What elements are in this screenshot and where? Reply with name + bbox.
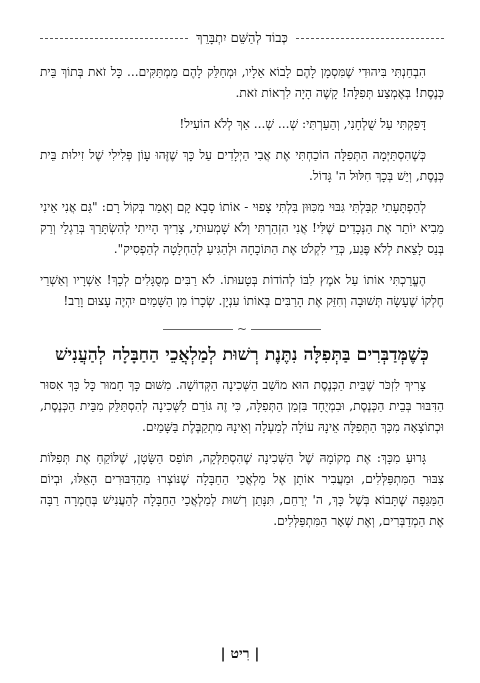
paragraph: כְּשֶׁהִסְתַּיְּמָה הַתְּפִלָּה הוֹכַחְתִּי אֶת אֲבִי הַיְלָדִים עַל כָּךְ שֶׁזֶּהוּ עָוֹן פְּלִילִי שֶׁל זִילוּת בֵּית כְּנֶסֶת, וְיֵשׁ בְּכָךְ חִלּוּל ה' גָּדוֹל.: [40, 148, 444, 183]
section-divider: [40, 322, 444, 336]
paragraph: גָּרוּעַ מִכָּךְ: אֶת מְקוֹמָהּ שֶׁל הַשְּׁכִינָה שֶׁהִסְתַּלְּקָה, תּוֹפֵס הַשָּׂטָן, שֶׁלּוֹקֵחַ אֶת תְּפִלּוֹת צִבּוּר הַמִּתְפַּלְּלִים, וּמַעֲבִיר אוֹתָן אֶל מַלְאֲכֵי הַחַבָּלָה שֶׁנּוֹצְרוּ מֵהַדִּבּוּרִים הָאֵלּוּ, וּבְיוֹם הַמַּגֵּפָה שֶׁתָּבוֹא בְּשֶׁל כָּךְ, ה' יְרַחֵם, תִּנָּתֵן רְשׁוּת לְמַלְאֲכֵי הַחַבָּלָה לְהַעֲנִישׁ בְּחֻמְרָה רַבָּה אֶת הַמְדַבְּרִים, וְאֶת שְׁאָר הַמִּתְפַּלְּלִים.: [40, 451, 444, 528]
running-head: [40, 30, 444, 46]
paragraph: הֶעֱרַכְתִּי אוֹתוֹ עַל אֹמֶץ לִבּוֹ לְהוֹדוֹת בְּטָעוּתוֹ. לֹא רַבִּים מְסֻגָּלִים לְכָךְ! אַשְׁרָיו וְאַשְׁרֵי חֶלְקוֹ שֶׁעָשָׂה תְּשׁוּבָה וְחִזֵּק אֶת הָרַבִּים בְּאוֹתוֹ עִנְיָן. שְׂכָרוֹ מִן הַשָּׁמַיִם יִהְיֶה עָצוּם וָרַב!: [40, 273, 444, 308]
divider-line-right: [251, 329, 321, 330]
paragraph: הִבְחַנְתִּי בִּיהוּדִי שֶׁמִּסְמָן לָהֶם לָבוֹא אֵלָיו, וּמְחַלֵּק לָהֶם מַמְתַּקִּים... כָּל זֹאת בְּתוֹךְ בֵּית כְּנֶסֶת! בְּאֶמְצַע תְּפִלָּה! קָשֶׁה הָיָה לִרְאוֹת זֹאת.: [40, 65, 444, 100]
paragraph: צָרִיךְ לִזְכֹּר שֶׁבֵּית הַכְּנֶסֶת הוּא מוֹשַׁב הַשְּׁכִינָה הַקְּדוֹשָׁה. מִשּׁוּם כָּךְ חָמוּר כָּל כָּךְ אִסּוּר הַדִּבּוּר בְּבֵית הַכְּנֶסֶת, וּבִמְיֻחָד בִּזְמַן הַתְּפִלָּה, כִּי זֶה גּוֹרֵם לַשְּׁכִינָה לְהִסְתַּלֵּק מִבֵּית הַכְּנֶסֶת, וּכְתוֹצָאָה מִכָּךְ הַתְּפִלָּה אֵינָהּ עוֹלָה לְמַעְלָה וְאֵינָהּ מִתְקַבֶּלֶת בַּשָּׁמַיִם.: [40, 378, 444, 434]
header-rule-left: [40, 38, 188, 39]
header-rule-right: [296, 38, 444, 39]
paragraph: לְהַפְתָּעָתִי קִבַּלְתִּי גִּבּוּי מִכִּוּוּן בִּלְתִּי צָפוּי - אוֹתוֹ סָבָא קָם וְאָמַר בְּקוֹל רָם: "גַּם אֲנִי אֵינִי מֵבִיא יוֹתֵר אֶת הַנְּכָדִים שֶׁלִּי! אֲנִי הִזְהַרְתִּי וְלֹא שָׁמְעוּתִי, צָרִיךְ הָיִיתִי לְהִשְׂתָּרֵךְ בְּרַגְלַי וְרַק בְּנֵס לָצֵאת לְלֹא פֶּגַע, כְּדֵי לִקְלֹט אֶת הַתּוֹכָחָה וּלְהַגִּיעַ לְהַחְלָטָה לְהַפְסִיק".: [40, 200, 444, 256]
flourish-icon: ~: [236, 322, 248, 336]
running-head-title: כְּבוֹד לְהַשֵּׁם יִתְבָּרֵךְ: [196, 31, 288, 46]
page-number: | רִיט |: [220, 646, 260, 662]
section-heading: כְּשֶׁמְּדַבְּרִים בַּתְּפִלָּה נִתֶּנֶת רְשׁוּת לְמַלְאֲכֵי הַחַבָּלָה לְהַעֲנִישׁ: [55, 345, 429, 365]
divider-line-left: [163, 329, 233, 330]
page-body: [40, 62, 444, 542]
paragraph: דָּפַקְתִּי עַל שֻׁלְחָנִי, וְהֵעַרְתִּי: שְׁ... שְׁ... אַךְ לְלֹא הוֹעִיל!: [179, 117, 426, 131]
